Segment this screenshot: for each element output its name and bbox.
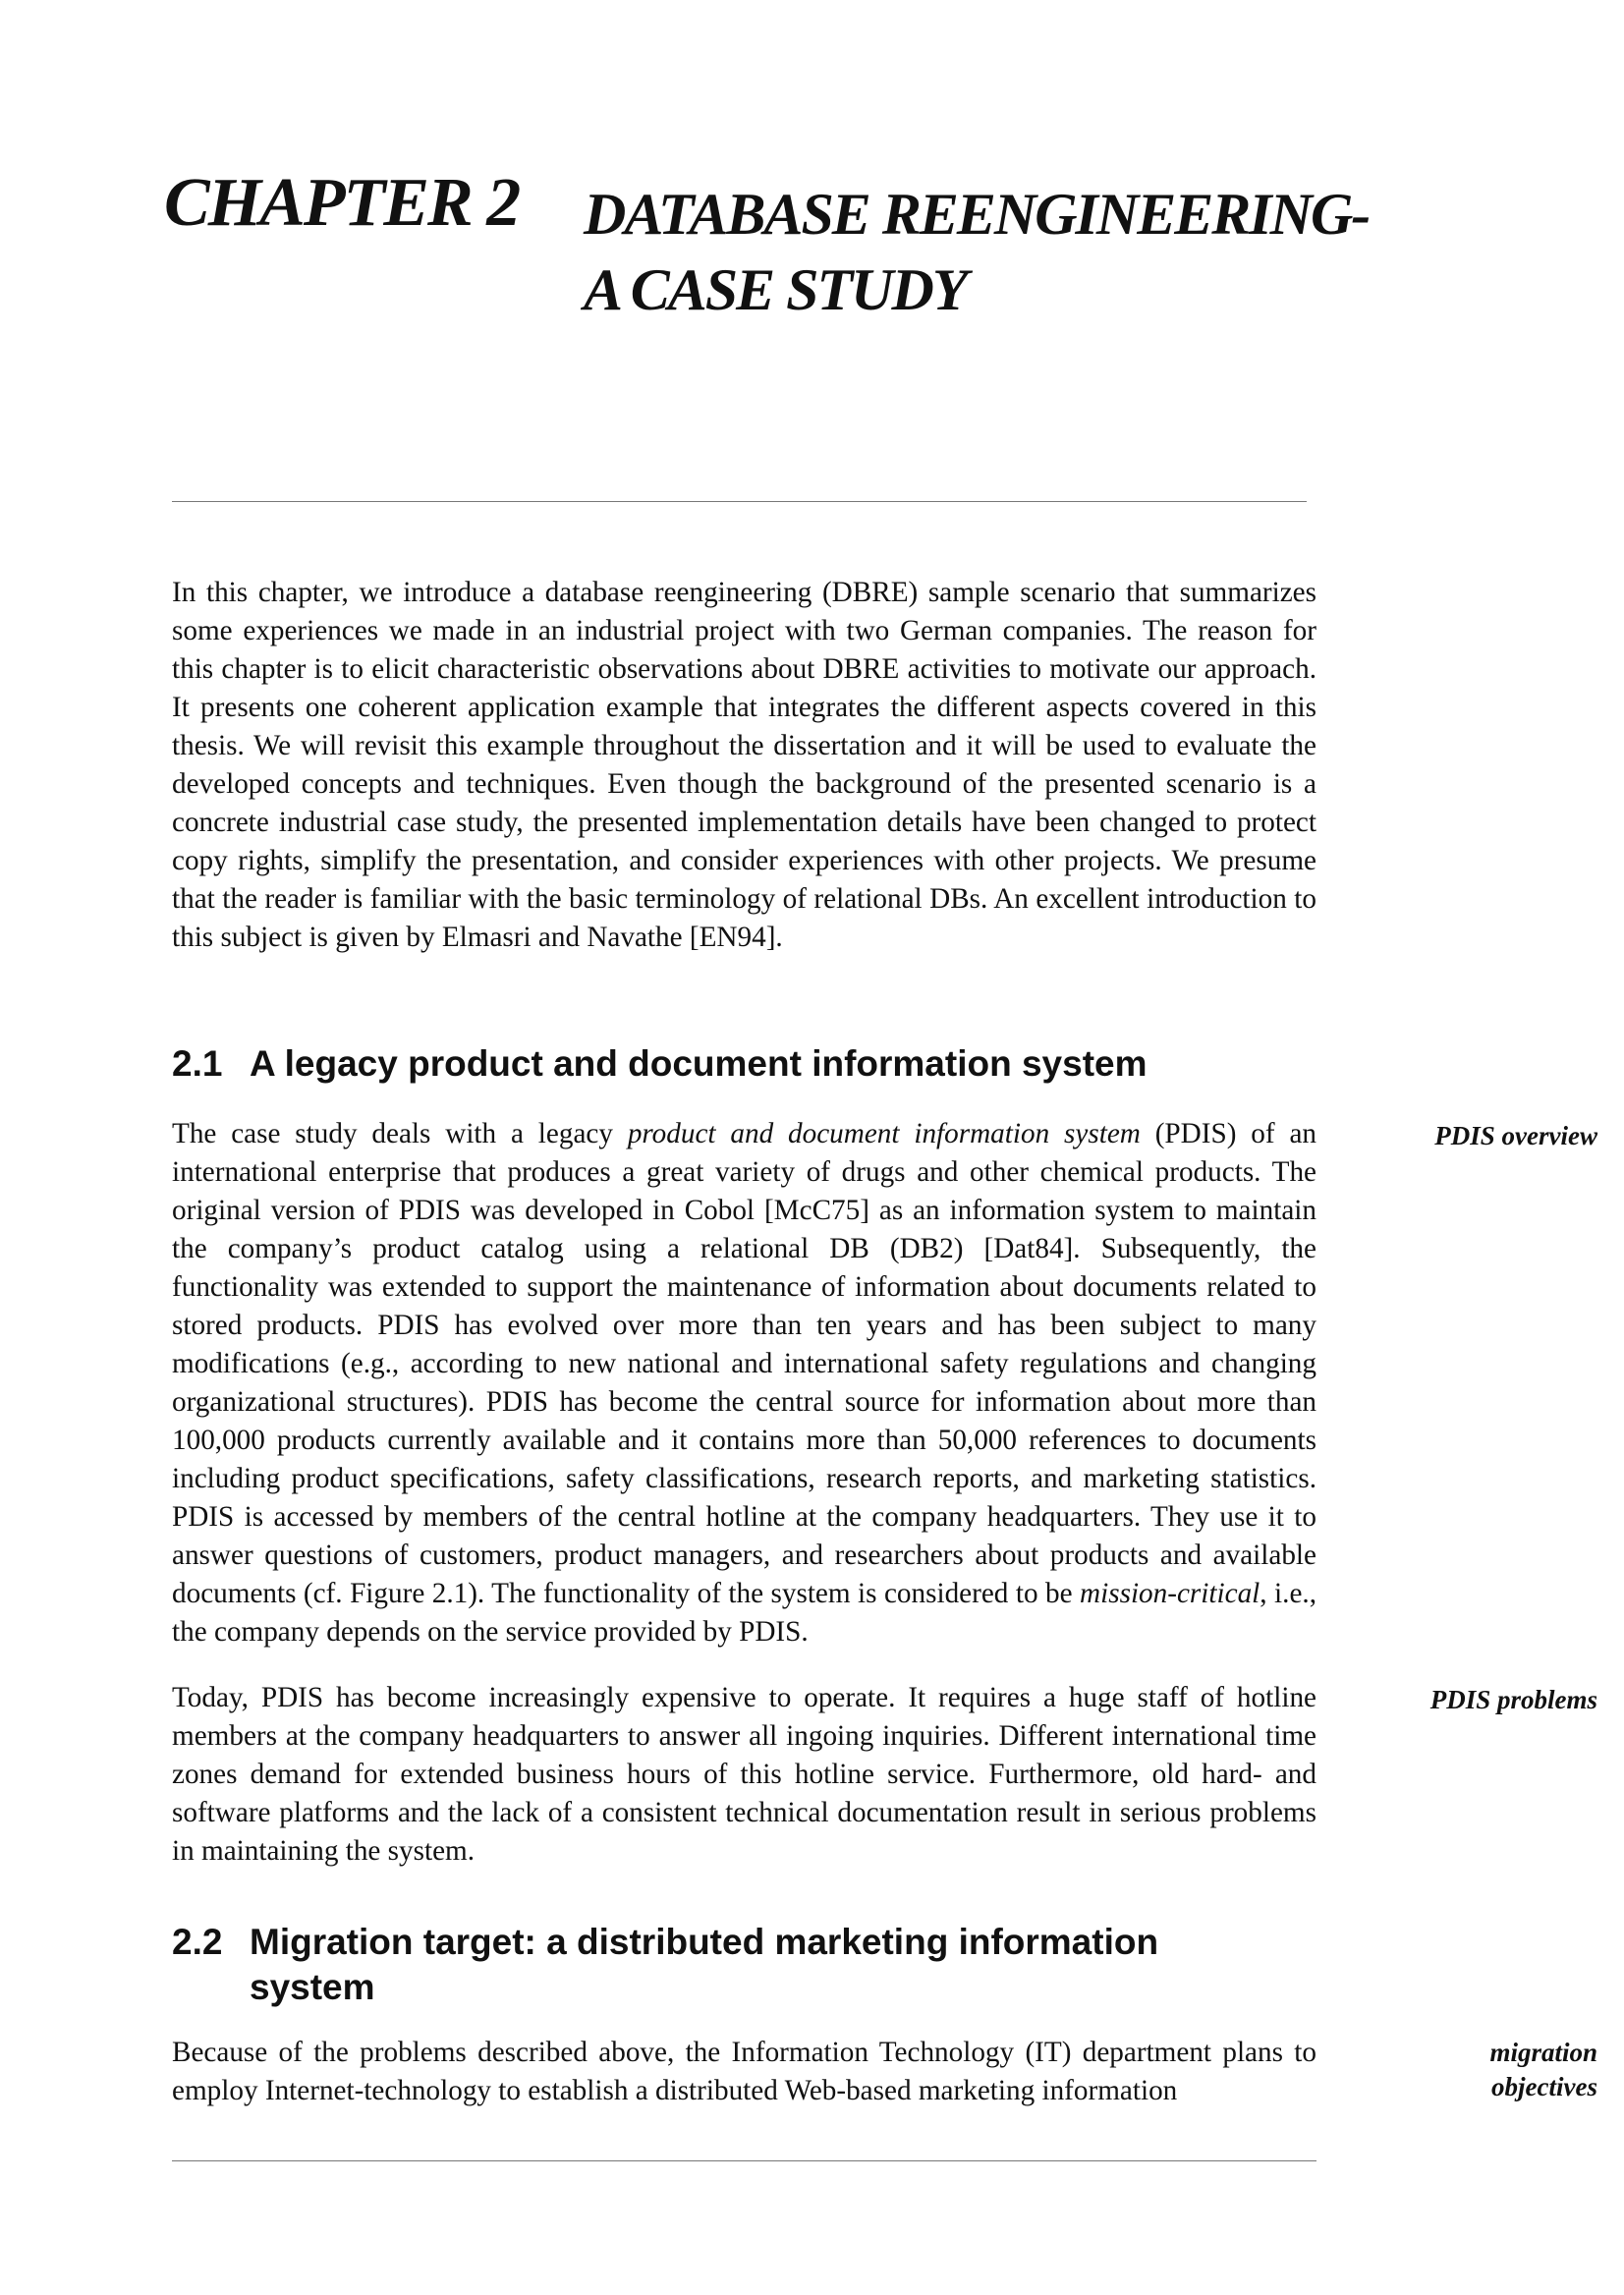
- chapter-label: CHAPTER 2: [164, 165, 520, 241]
- chapter-title: [584, 177, 1369, 328]
- page-bottom-divider: [172, 2160, 1316, 2161]
- text-span: (PDIS) of an international enterprise that produces a great variety of drugs and other chemical products. The original version of PDIS was developed in Cobol [McC75] as an information system to maintain the company’s product catalog using a relational DB (DB2) [Dat84]. Subsequently, the functionality was extended to support the maintenance of information about documents related to stored products. PDIS has evolved over more than ten years and has been subject to many modifications (e.g., according to new national and international safety regulations and changing organizational structures). PDIS has become the central source for information about more than 100,000 products currently available and it contains more than 50,000 references to documents including product specifications, safety classifications, research reports, and marketing statistics. PDIS is accessed by members of the central hotline at the company headquarters. They use it to answer questions of customers, product managers, and researchers about products and available documents (cf. Figure 2.1). The functionality of the system is considered to be: [172, 1118, 1316, 1609]
- emphasis-text: product and document information system: [627, 1118, 1141, 1149]
- text-span: The case study deals with a legacy: [172, 1118, 628, 1149]
- intro-paragraph: In this chapter, we introduce a database reengineering (DBRE) sample scenario that summarizes some experiences we made in an industrial project with two German companies. The reason for this chapter is to elicit characteristic observations about DBRE activities to motivate our approach. It presents one coherent application example that integrates the different aspects covered in this thesis. We will revisit this example throughout the dissertation and it will be used to evaluate the developed concepts and techniques. Even though the background of the presented scenario is a concrete industrial case study, the presented implementation details have been changed to protect copy rights, simplify the presentation, and consider experiences with other projects. We presume that the reader is familiar with the basic terminology of relational DBs. An excellent introduction to this subject is given by Elmasri and Navathe [EN94].: [172, 577, 1316, 953]
- margin-note-pdis-overview: PDIS overview: [1434, 1121, 1597, 1150]
- chapter-divider: [172, 501, 1307, 502]
- section-number: 2.2: [172, 1922, 223, 1962]
- section-title: Migration target: a distributed marketing information system: [250, 1922, 1159, 2007]
- section-number: 2.1: [172, 1043, 223, 1084]
- section-title: A legacy product and document information system: [250, 1043, 1148, 1084]
- section-heading-2-2: [172, 1920, 1253, 2010]
- chapter-title-line-2: A CASE STUDY: [584, 257, 967, 322]
- migration-paragraph: Because of the problems described above, the Information Technology (IT) department plans to employ Internet-technology to establish a distributed Web-based marketing information: [172, 2037, 1316, 2106]
- margin-note-line: objectives: [1491, 2072, 1597, 2101]
- margin-note-line: migration: [1489, 2038, 1597, 2067]
- chapter-title-line-1: DATABASE REENGINEERING-: [584, 182, 1370, 247]
- text-span: , i.e., the company depends on the service provided by PDIS.: [172, 1578, 1316, 1648]
- emphasis-text: mission-critical: [1080, 1578, 1260, 1609]
- pdis-overview-paragraph: [172, 1115, 1316, 1651]
- margin-note-migration-objectives: [1342, 2036, 1597, 2104]
- pdis-problems-paragraph: Today, PDIS has become increasingly expensive to operate. It requires a huge staff of hotline members at the company headquarters to answer all ingoing inquiries. Different international time zones demand for extended business hours of this hotline service. Furthermore, old hard- and software platforms and the lack of a consistent technical documentation result in serious problems in maintaining the system.: [172, 1682, 1316, 1867]
- section-heading-2-1: [172, 1041, 1253, 1087]
- margin-note-pdis-problems: PDIS problems: [1429, 1685, 1597, 1714]
